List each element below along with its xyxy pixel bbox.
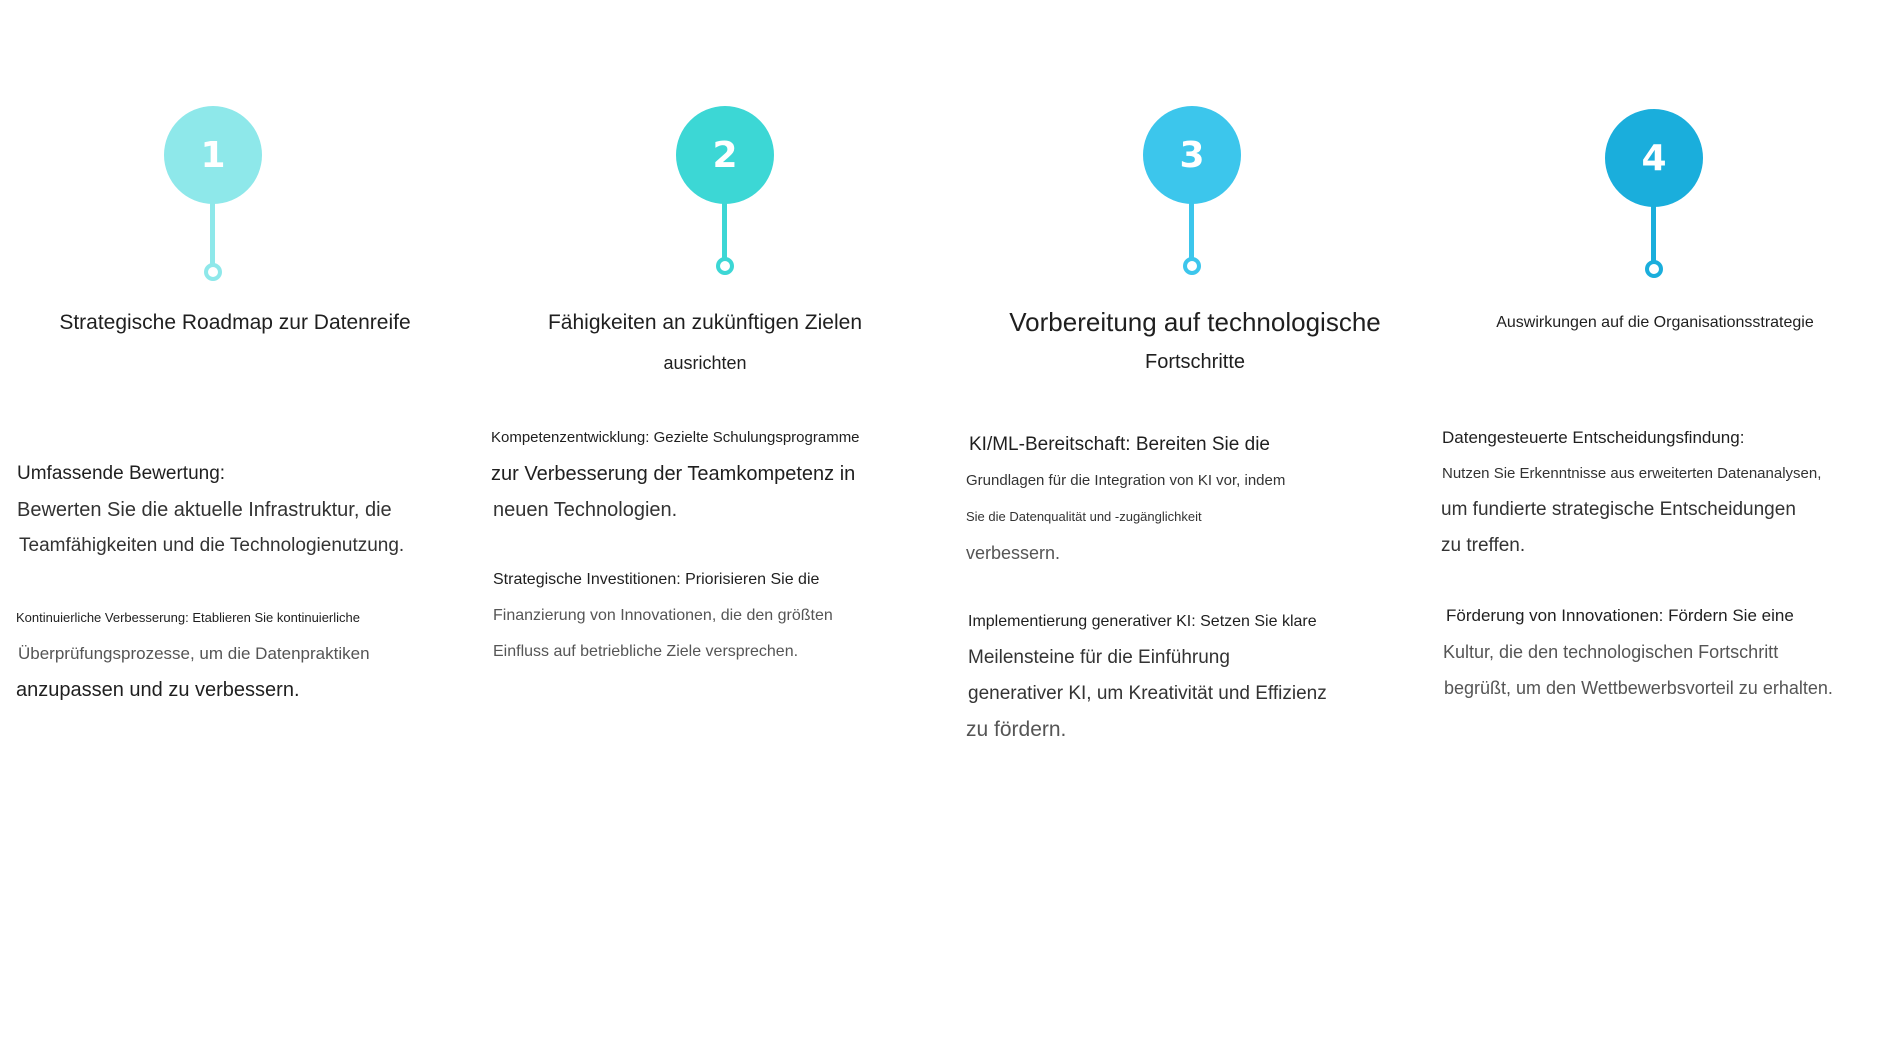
step-1-title-line: Strategische Roadmap zur Datenreife [59,311,411,334]
step-3-dot [1183,257,1201,275]
step-2-p1-line: Kompetenzentwicklung: Gezielte Schulungsprogramme [491,429,860,446]
step-2-p2-line: Strategische Investitionen: Priorisieren Sie die [493,571,820,588]
step-4-p2-line: begrüßt, um den Wettbewerbsvorteil zu erhalten. [1444,678,1833,698]
step-3-paragraph-1 [966,427,1285,571]
step-2-paragraph-2 [493,562,833,670]
step-2-p1-line: zur Verbesserung der Teamkompetenz in [491,463,856,485]
step-4-paragraph-2 [1441,598,1833,706]
step-1-p1-line: Umfassende Bewertung: [17,463,226,484]
step-3-paragraph-2 [966,604,1327,748]
step-2-title-line: ausrichten [663,353,747,373]
step-3-p2-line: zu fördern. [966,718,1067,741]
step-3-connector [1189,200,1194,258]
step-1-circle: 1 [164,106,262,204]
step-3-title-line: Fortschritte [1144,351,1246,373]
step-4-p2-line: Förderung von Innovationen: Fördern Sie eine [1446,606,1794,625]
step-4-dot [1645,260,1663,278]
step-3-p1-line: KI/ML-Bereitschaft: Bereiten Sie die [969,434,1270,455]
step-2-title [490,303,920,383]
step-3-title [965,302,1425,382]
step-1-p1-line: Bewerten Sie die aktuelle Infrastruktur, die [17,499,392,521]
step-3 [950,0,1440,1060]
step-3-p2-line: Implementierung generativer KI: Setzen Sie klare [968,613,1317,630]
step-3-p1-line: Sie die Datenqualität und -zugänglichkeit [966,509,1202,524]
step-3-circle: 3 [1143,106,1241,204]
step-4-p1-line: Nutzen Sie Erkenntnisse aus erweiterten Datenanalysen, [1442,465,1822,482]
step-4-connector [1651,203,1656,261]
step-1-title [20,303,450,343]
step-2-circle: 2 [676,106,774,204]
step-4-p1-line: zu treffen. [1441,535,1526,556]
step-2-connector [722,200,727,258]
step-3-p2-line: Meilensteine für die Einführung [968,647,1230,668]
step-1-p2-line: Überprüfungsprozesse, um die Datenpraktiken [18,644,370,663]
step-2 [470,0,950,1060]
step-4-p2-line: Kultur, die den technologischen Fortschritt [1443,642,1779,662]
step-4-title [1440,303,1870,343]
step-2-p2-line: Einfluss auf betriebliche Ziele versprechen. [493,643,799,660]
step-4-title-line: Auswirkungen auf die Organisationsstrategie [1496,314,1814,331]
step-1-dot [204,263,222,281]
step-1-connector [210,200,215,264]
step-3-p2-line: generativer KI, um Kreativität und Effizienz [968,683,1327,704]
step-1-p2-line: Kontinuierliche Verbesserung: Etablieren Sie kontinuierliche [16,610,360,625]
step-1-p1-line: Teamfähigkeiten und die Technologienutzung. [19,535,405,556]
step-3-p1-line: verbessern. [966,543,1061,563]
step-4-circle: 4 [1605,109,1703,207]
step-2-title-line: Fähigkeiten an zukünftigen Zielen [547,311,863,334]
step-1 [0,0,470,1060]
step-4-p1-line: um fundierte strategische Entscheidungen [1441,499,1796,520]
step-1-p2-line: anzupassen und zu verbessern. [16,679,300,701]
step-4-paragraph-1 [1441,420,1821,564]
step-3-title-line: Vorbereitung auf technologische [1009,307,1381,337]
step-3-p1-line: Grundlagen für die Integration von KI vor, indem [966,472,1286,489]
step-4 [1440,0,1884,1060]
step-2-p1-line: neuen Technologien. [493,499,678,521]
step-2-paragraph-1 [491,420,860,528]
step-2-p2-line: Finanzierung von Innovationen, die den größten [493,607,833,624]
step-4-p1-line: Datengesteuerte Entscheidungsfindung: [1442,428,1745,447]
step-1-paragraph-2 [16,600,370,708]
step-1-paragraph-1 [17,456,404,564]
step-2-dot [716,257,734,275]
